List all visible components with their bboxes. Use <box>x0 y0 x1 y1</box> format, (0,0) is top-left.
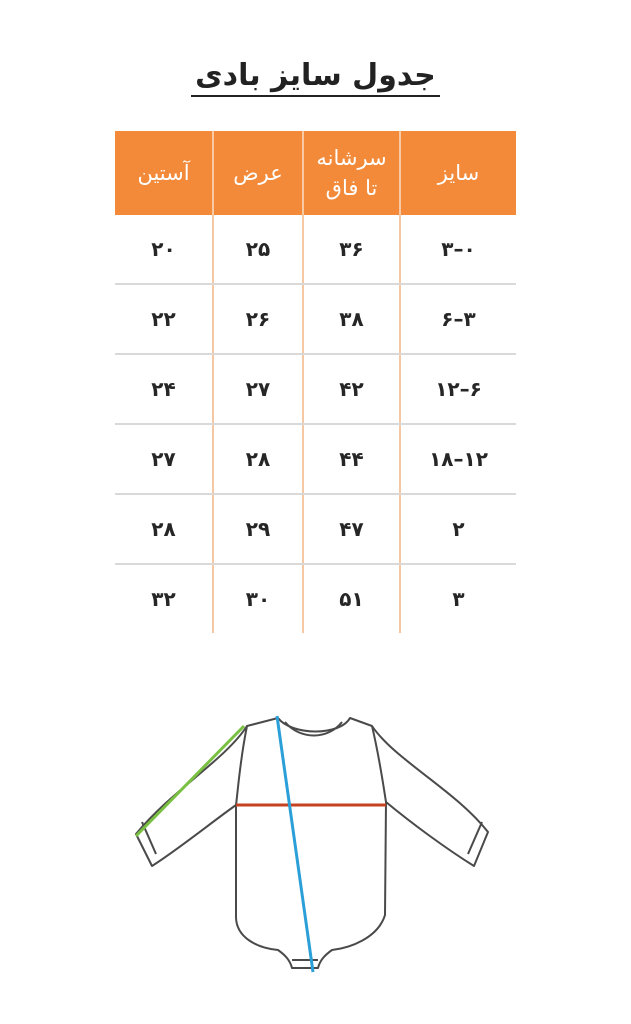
cell-width: ۲۷ <box>213 354 303 424</box>
cell-length: ۳۸ <box>303 284 400 354</box>
cell-sleeve: ۲۰ <box>115 215 213 284</box>
cell-size: ۱۸–۱۲ <box>400 424 516 494</box>
bodysuit-measurement-icon <box>0 700 631 1000</box>
header-sleeve: آستین <box>115 131 213 215</box>
cell-sleeve: ۲۲ <box>115 284 213 354</box>
page-title-text: جدول سایز بادی <box>191 58 440 97</box>
cell-sleeve: ۲۷ <box>115 424 213 494</box>
header-width: عرض <box>213 131 303 215</box>
header-size: سایز <box>400 131 516 215</box>
cell-width: ۲۶ <box>213 284 303 354</box>
cell-width: ۲۸ <box>213 424 303 494</box>
cell-length: ۳۶ <box>303 215 400 284</box>
cell-length: ۴۲ <box>303 354 400 424</box>
cell-width: ۲۹ <box>213 494 303 564</box>
table-row <box>115 564 516 633</box>
header-shoulder-to-crotch: سرشانه تا فاق <box>303 131 400 215</box>
size-table <box>115 131 516 633</box>
cell-length: ۴۷ <box>303 494 400 564</box>
cell-size: ۲ <box>400 494 516 564</box>
bodysuit-outline <box>136 718 488 968</box>
cell-width: ۲۵ <box>213 215 303 284</box>
header-row <box>115 131 516 215</box>
table-row <box>115 284 516 354</box>
table-row <box>115 424 516 494</box>
page-title <box>0 58 631 97</box>
table-row <box>115 215 516 284</box>
table-row <box>115 354 516 424</box>
cell-length: ۵۱ <box>303 564 400 633</box>
cell-size: ۳ <box>400 564 516 633</box>
cell-sleeve: ۲۸ <box>115 494 213 564</box>
table-row <box>115 494 516 564</box>
cell-length: ۴۴ <box>303 424 400 494</box>
cell-size: ۶–۳ <box>400 284 516 354</box>
cell-width: ۳۰ <box>213 564 303 633</box>
cell-sleeve: ۲۴ <box>115 354 213 424</box>
cell-size: ۳–۰ <box>400 215 516 284</box>
cell-size: ۱۲–۶ <box>400 354 516 424</box>
cell-sleeve: ۳۲ <box>151 587 176 611</box>
